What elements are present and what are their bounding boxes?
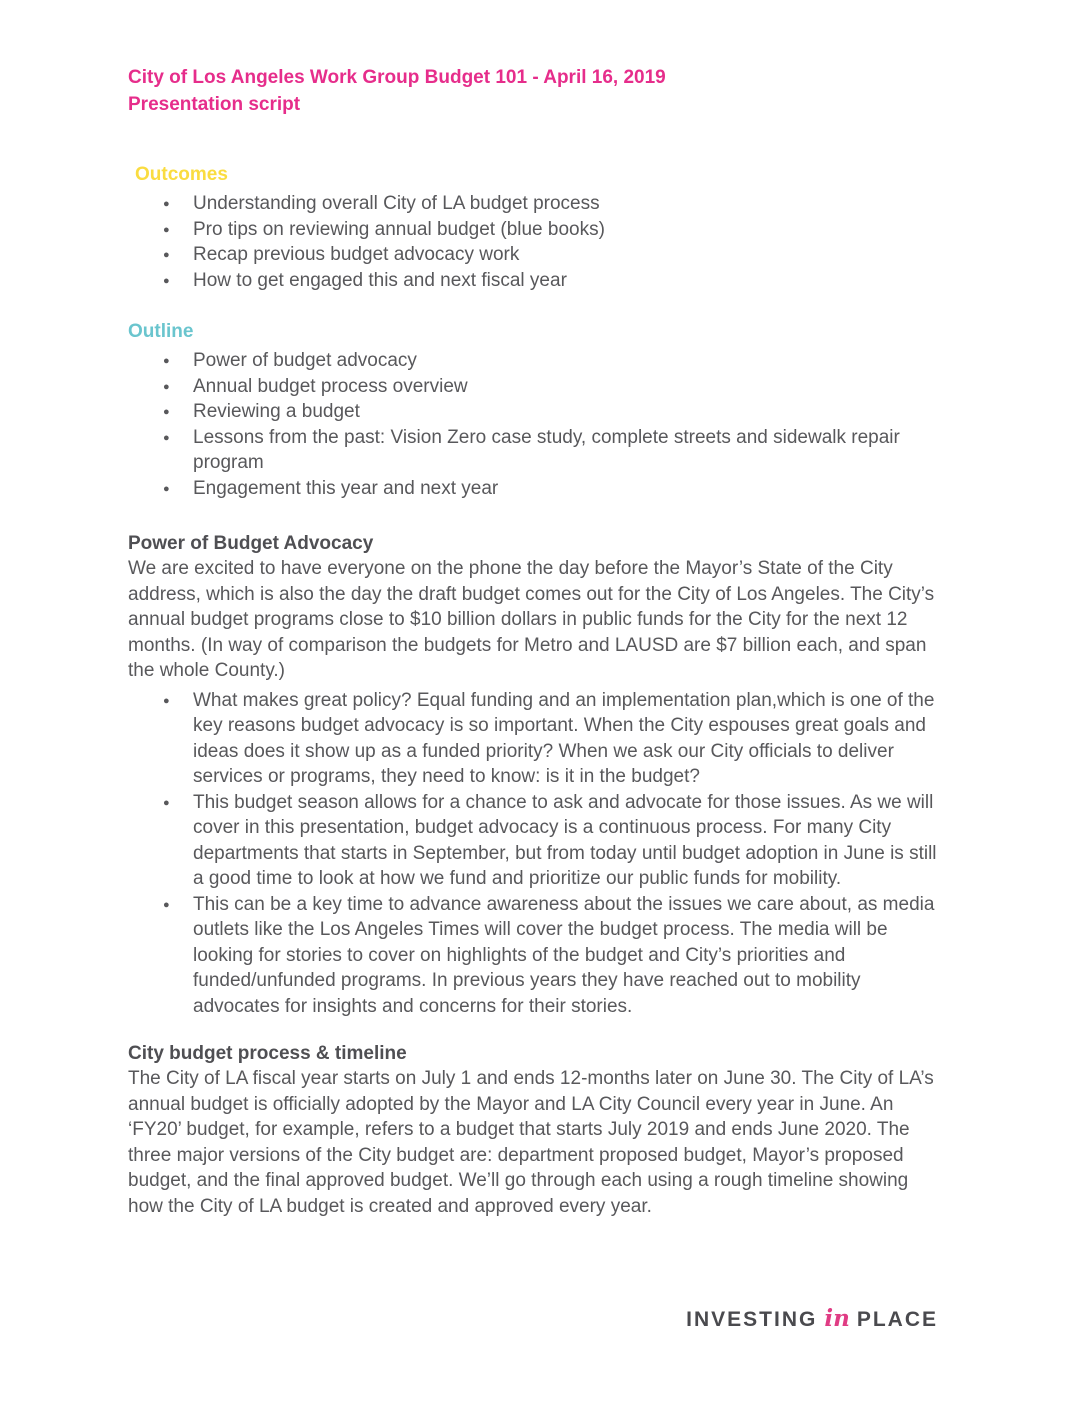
- investing-in-place-logo: [686, 1306, 938, 1333]
- logo-in-text: in: [824, 1305, 850, 1332]
- section-power-of-budget-advocacy: [128, 531, 938, 1019]
- title-line-1: City of Los Angeles Work Group Budget 101 - April 16, 2019: [128, 67, 666, 88]
- logo-place-text: PLACE: [856, 1308, 938, 1331]
- process-heading: City budget process & timeline: [128, 1043, 407, 1064]
- outline-heading: Outline: [128, 321, 194, 342]
- list-item: ● What makes great policy? Equal funding and an implementation plan,which is one of the key reasons budget advocacy is so important. When the City espouses great goals and ideas does it show up as a funded priority? When we ask our City officials to deliver services or programs, they need to know: is it in the budget?: [128, 688, 938, 790]
- power-heading: Power of Budget Advocacy: [128, 533, 374, 554]
- section-budget-process-timeline: [128, 1041, 938, 1219]
- list-item: ● Reviewing a budget: [128, 399, 938, 425]
- title-line-2: Presentation script: [128, 94, 301, 115]
- list-item: ● Pro tips on reviewing annual budget (blue books): [128, 217, 938, 243]
- list-item: ● Understanding overall City of LA budget process: [128, 191, 938, 217]
- list-item: ● Lessons from the past: Vision Zero case study, complete streets and sidewalk repair program: [128, 425, 938, 476]
- power-list: [128, 688, 938, 1020]
- power-intro-paragraph: We are excited to have everyone on the phone the day before the Mayor’s State of the City address, which is also the day the draft budget comes out for the City of Los Angeles. The City’s annual budget programs close to $10 billion dollars in public funds for the City for the next 12 months. (In way of comparison the budgets for Metro and LAUSD are $7 billion each, and span the whole County.): [128, 558, 935, 681]
- document-title: [128, 64, 938, 118]
- list-item: ● This budget season allows for a chance to ask and advocate for those issues. As we will cover in this presentation, budget advocacy is a continuous process. For many City departments that starts in September, but from today until budget adoption in June is still a good time to look at how we fund and prioritize our public funds for mobility.: [128, 790, 938, 892]
- outline-list: [128, 348, 938, 501]
- list-item: ● How to get engaged this and next fiscal year: [128, 268, 938, 294]
- list-item: ● This can be a key time to advance awareness about the issues we care about, as media outlets like the Los Angeles Times will cover the budget process. The media will be looking for stories to cover on highlights of the budget and City’s priorities and funded/unfunded programs. In previous years they have reached out to mobility advocates for insights and concerns for their stories.: [128, 892, 938, 1020]
- section-outline: [128, 319, 938, 501]
- section-outcomes: [128, 162, 938, 293]
- outcomes-list: [128, 191, 938, 293]
- process-paragraph: The City of LA fiscal year starts on July 1 and ends 12-months later on June 30. The City of LA’s annual budget is officially adopted by the Mayor and LA City Council every year in June. An ‘FY20’ budget, for example, refers to a budget that starts July 2019 and ends June 2020. The three major versions of the City budget are: department proposed budget, Mayor’s proposed budget, and the final approved budget. We’ll go through each using a rough timeline showing how the City of LA budget is created and approved every year.: [128, 1068, 934, 1217]
- outcomes-heading: Outcomes: [135, 164, 228, 185]
- list-item: ● Engagement this year and next year: [128, 476, 938, 502]
- list-item: ● Recap previous budget advocacy work: [128, 242, 938, 268]
- logo-investing-text: INVESTING: [686, 1308, 818, 1331]
- list-item: ● Annual budget process overview: [128, 374, 938, 400]
- list-item: ● Power of budget advocacy: [128, 348, 938, 374]
